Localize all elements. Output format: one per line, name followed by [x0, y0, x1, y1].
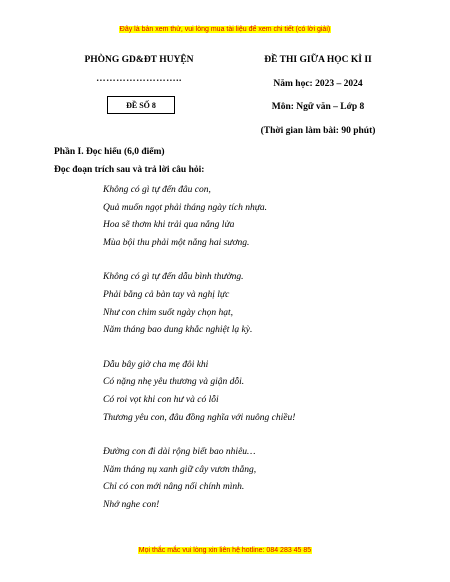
department-name: PHÒNG GD&ĐT HUYỆN	[84, 55, 194, 65]
part-title: Phần I. Đọc hiểu (6,0 điểm)	[54, 147, 165, 157]
preview-notice-banner	[0, 26, 450, 33]
poem-line: Đường con đi dài rộng biết bao nhiêu…	[103, 447, 256, 458]
reading-instruction: Đọc đoạn trích sau và trả lời câu hỏi:	[54, 165, 205, 175]
exam-subject: Môn: Ngữ văn – Lớp 8	[271, 102, 365, 112]
exam-title: ĐỀ THI GIỮA HỌC KÌ II	[264, 55, 372, 65]
poem-line: Nhớ nghe con!	[103, 499, 160, 510]
poem-line: Năm tháng bao dung khắc nghiệt lạ kỳ.	[103, 325, 253, 336]
stanza-gap	[103, 340, 403, 357]
school-year: Năm học: 2023 – 2024	[273, 79, 363, 89]
preview-notice-text: Đây là bản xem thử, vui lòng mua tài liệu để xem chi tiết (có lời giải)	[119, 26, 331, 33]
poem-line: Mùa bội thu phải một nắng hai sương.	[103, 237, 250, 248]
poem-line: Quả muốn ngọt phải tháng ngày tích nhựa.	[103, 202, 268, 213]
poem-excerpt	[103, 182, 403, 515]
department-dots: ……………………..	[96, 74, 182, 84]
poem-line: Có roi vọt khi con hư và có lỗi	[103, 394, 219, 405]
exam-duration: (Thời gian làm bài: 90 phút)	[260, 126, 376, 136]
hotline-banner	[0, 547, 450, 554]
poem-line: Như con chim suốt ngày chọn hạt,	[103, 307, 233, 318]
stanza-gap	[103, 252, 403, 269]
poem-line: Có nặng nhẹ yêu thương và giận dỗi.	[103, 377, 245, 388]
poem-line: Thương yêu con, đâu đồng nghĩa với nuông chiều!	[103, 412, 296, 423]
stanza-gap	[103, 427, 403, 444]
poem-line: Không có gì tự đến đâu con,	[103, 185, 211, 195]
hotline-text: Mọi thắc mắc vui lòng xin liên hệ hotline: 084 283 45 85	[138, 547, 312, 554]
poem-line: Hoa sẽ thơm khi trải qua nắng lửa	[103, 220, 235, 231]
poem-line: Không có gì tự đến dẫu bình thường.	[103, 272, 244, 283]
poem-line: Dẫu bây giờ cha mẹ đôi khi	[103, 359, 209, 370]
exam-code-box: ĐỀ SỐ 8	[107, 96, 175, 114]
poem-line: Chỉ có con mới nâng nổi chính mình.	[103, 482, 245, 493]
poem-line: Phải bằng cả bàn tay và nghị lực	[103, 289, 230, 300]
poem-line: Năm tháng nụ xanh giữ cây vươn thẳng,	[103, 464, 257, 475]
